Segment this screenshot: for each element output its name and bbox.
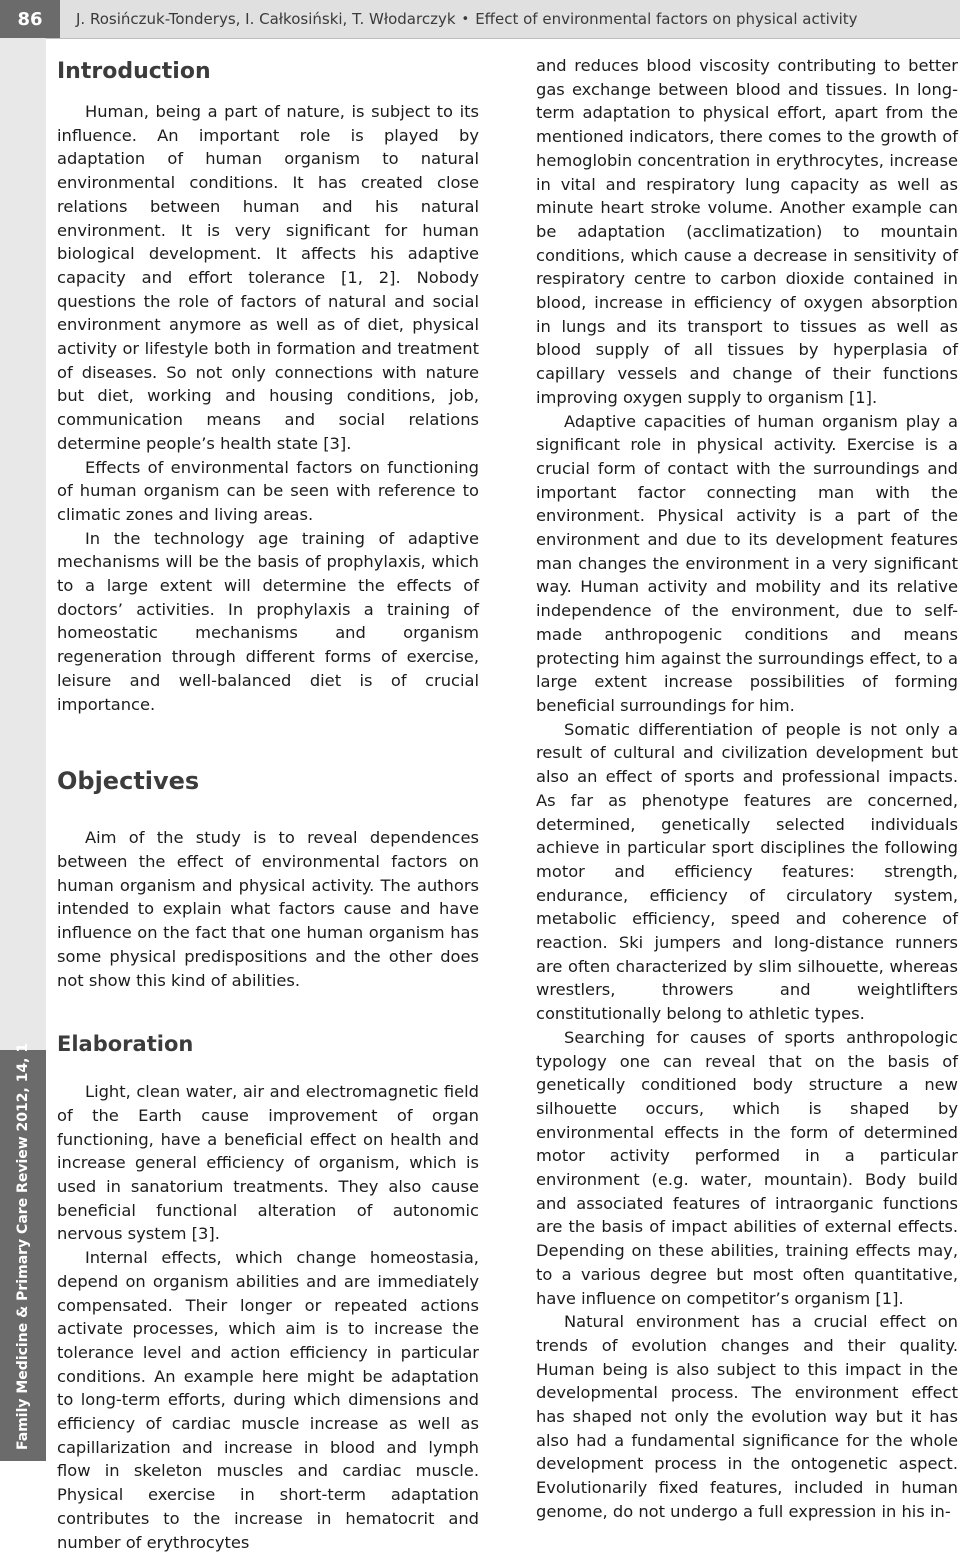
elaboration-heading: Elaboration (57, 1032, 194, 1057)
right-paragraph-1: and reduces blood viscosity contributing to better gas exchange between blood and tissues. In long-term adaptation to physical effort, apart from the mentioned indicators, there comes to the growth of hemoglobin concentration in erythrocytes, increase in vital and respiratory lung capacity as well as minute heart stroke volume. Another example can be adaptation (acclimatization) to mountain conditions, which cause a decrease in sensitivity of respiratory centre to carbon dioxide contained in blood, increase in efficiency of oxygen absorption in lungs and its transport to tissues as well as blood supply of all tissues by hyperplasia of capillary vessels and change of their functions improving oxygen supply to organism [1]. (536, 56, 958, 407)
elaboration-paragraph-2: Internal effects, which change homeostasia, depend on organism abilities and are immediately compensated. Their longer or repeated actions activate processes, which aim is to increase the tolerance level and action efficiency in particular conditions. An example here might be adaptation to long-term efforts, during which dimensions and efficiency of cardiac muscle increase as well as capillarization and increase in blood and lymph flow in skeleton muscles and cardiac muscle. Physical exercise in short-term adaptation contributes to the increase in hematocrit and number of erythrocytes (57, 1248, 479, 1552)
running-head (76, 0, 950, 38)
page-number: 86 (0, 0, 60, 38)
running-header (0, 0, 960, 39)
right-paragraph-2: Adaptive capacities of human organism play a significant role in physical activity. Exercise is a crucial form of contact with the surroundings and important factor connecting man with the environment. Physical activity is a part of the environment and due to its development features man changes the environment in a very significant way. Human activity and mobility and its relative independence of the environment, due to self-made anthropogenic conditions and means protecting him against the surroundings effect, to a large extent increase possibilities of forming beneficial surroundings for him. (536, 411, 958, 715)
right-paragraph-3: Somatic differentiation of people is not only a result of cultural and civilization development but also an effect of sports and professional impacts. As far as phenotype features are concerned, determined, genetically selected individuals achieve in particular sport disciplines the following motor and efficiency features: strength, endurance, efficiency of circulatory system, metabolic efficiency, speed and coherence of reaction. Ski jumpers and long-distance runners are often characterized by slim silhouette, whereas wrestlers, throwers and weightlifters constitutionally belong to athletic types. (536, 719, 958, 1024)
header-authors: J. Rosińczuk-Tonderys, I. Całkosiński, T. Włodarczyk (76, 10, 456, 28)
header-article-title: Effect of environmental factors on physical activity (475, 10, 858, 28)
intro-paragraph-1: Human, being a part of nature, is subject to its influence. An important role is played by adaptation of human organism to natural environmental conditions. It has created close relations between human and his natural environment. It is very significant for human biological development. It affects his adaptive capacity and effort tolerance [1, 2]. Nobody questions the role of factors of natural and social environment anymore as well as of diet, physical activity or lifestyle both in formation and treatment of diseases. So not only connections with nature but diet, working and housing conditions, job, communication means and social relations determine people’s health state [3]. (57, 102, 479, 453)
left-column (57, 54, 479, 1554)
introduction-heading: Introduction (57, 59, 211, 84)
header-separator: • (461, 11, 470, 27)
elaboration-paragraph-1: Light, clean water, air and electromagnetic field of the Earth cause improvement of organ functioning, have a beneficial effect on health and increase general efficiency of organism, which is used in sanatorium treatments. They also cause beneficial functional alteration of autonomic nervous system [3]. (57, 1082, 479, 1244)
objectives-heading: Objectives (57, 767, 200, 796)
intro-paragraph-3: In the technology age training of adaptive mechanisms will be the basis of prophylaxis, which to a large extent will determine the effects of doctors’ activities. In prophylaxis a training of homeostatic mechanisms and organism regeneration through different forms of exercise, leisure and well-balanced diet is of crucial importance. (57, 528, 479, 714)
right-column (536, 54, 958, 1524)
journal-name: Family Medicine & Primary Care Review 2012, 14, 1 (15, 1042, 31, 1450)
intro-paragraph-2: Effects of environmental factors on functioning of human organism can be seen with reference to climatic zones and living areas. (57, 457, 479, 524)
right-paragraph-4: Searching for causes of sports anthropologic typology one can reveal that on the basis of genetically conditioned body structure a new silhouette occurs, which is shaped by environmental effects in the form of determined motor activity performed in a particular environment (e.g. water, mountain). Body build and associated features of intraorganic functions are the basis of impact abilities of external effects. Depending on these abilities, training effects may, to a various degree but most often quantitative, have influence on competitor’s organism [1]. (536, 1027, 958, 1308)
right-paragraph-5: Natural environment has a crucial effect on trends of evolution changes and their quality. Human being is also subject to this impact in the developmental process. The environment effect has shaped not only the evolution way but it has also had a fundamental significance for the whole development process in the ontogenetic aspect. Evolutionarily fixed features, included in human genome, do not undergo a full expression in his in- (536, 1312, 958, 1521)
objectives-paragraph: Aim of the study is to reveal dependences between the effect of environmental factors on human organism and physical activity. The authors intended to explain what factors cause and have influence on the fact that one human organism has some physical predispositions and the other does not show this kind of abilities. (57, 828, 479, 990)
